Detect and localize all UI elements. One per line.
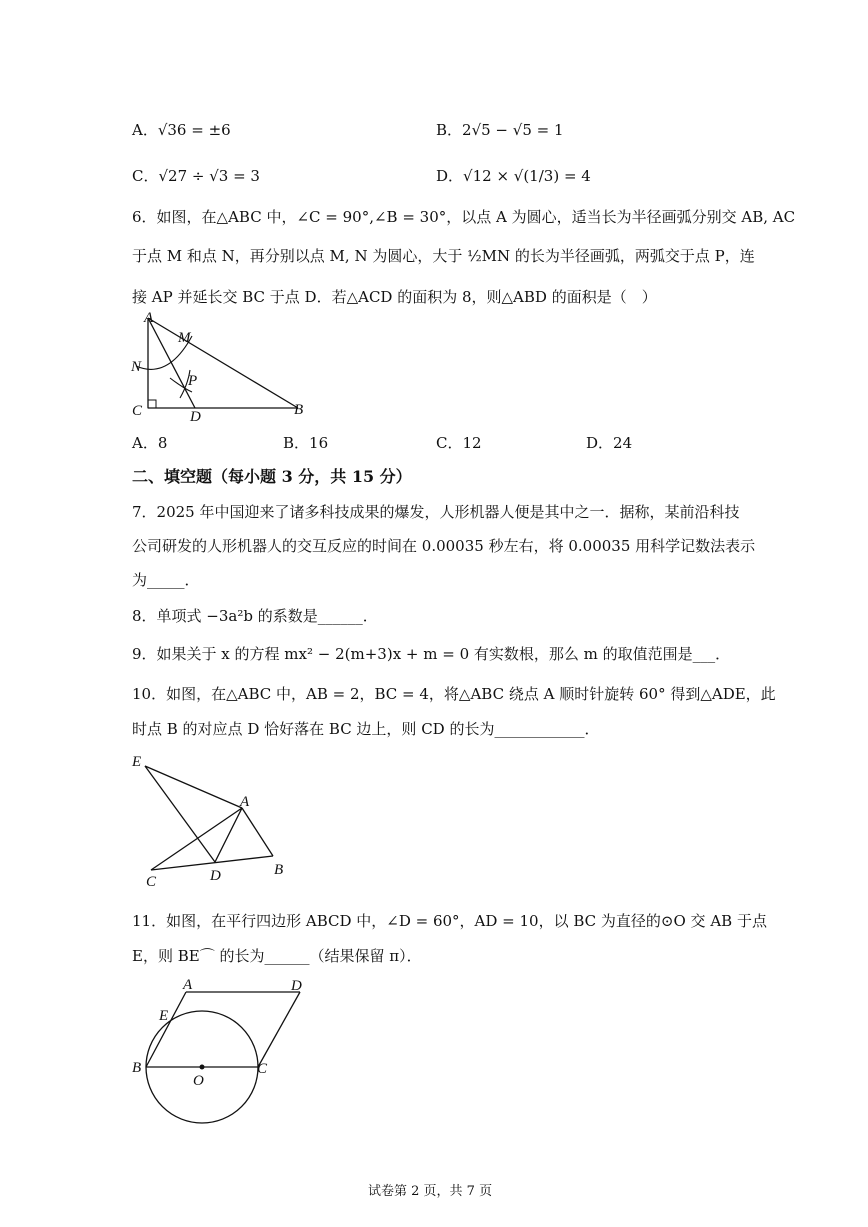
q6-option-d: D．24 — [586, 434, 633, 452]
q9-text: 9．如果关于 x 的方程 mx² − 2(m+3)x + m = 0 有实数根，那么 m 的取值范围是___． — [132, 645, 731, 663]
q6-label-c: C — [132, 403, 143, 419]
q11-parallelogram-figure — [128, 972, 318, 1127]
q6-option-b: B．16 — [283, 434, 329, 452]
q5-option-c: C．√27 ÷ √3 = 3 — [132, 167, 260, 185]
q6-label-n: N — [131, 359, 142, 375]
q11-label-b: B — [132, 1060, 142, 1076]
q10-label-a: A — [240, 794, 250, 810]
q11-label-e: E — [159, 1008, 169, 1024]
q6-label-m: M — [178, 330, 191, 346]
q10-label-c: C — [146, 874, 157, 890]
q6-line-2: 于点 M 和点 N，再分别以点 M, N 为圆心，大于 ½MN 的长为半径画弧，两弧交于点 P，连 — [132, 247, 755, 265]
q11-label-o: O — [193, 1073, 204, 1089]
q10-line-2: 时点 B 的对应点 D 恰好落在 BC 边上，则 CD 的长为____________． — [132, 720, 600, 738]
q10-line-1: 10．如图，在△ABC 中，AB = 2，BC = 4，将△ABC 绕点 A 顺时针旋转 60° 得到△ADE，此 — [132, 685, 776, 703]
q11-label-d: D — [291, 978, 302, 994]
q10-label-e: E — [132, 754, 142, 770]
q6-label-p: P — [188, 373, 198, 389]
q11-label-a: A — [183, 977, 193, 993]
q6-label-a: A — [144, 310, 154, 326]
q11-line-1: 11．如图，在平行四边形 ABCD 中，∠D = 60°，AD = 10，以 BC 为直径的⊙O 交 AB 于点 — [132, 912, 767, 930]
q10-label-b: B — [274, 862, 284, 878]
q6-triangle-figure — [128, 308, 318, 428]
q11-label-c: C — [257, 1061, 268, 1077]
q7-line-2: 公司研发的人形机器人的交互反应的时间在 0.00035 秒左右，将 0.00035 用科学记数法表示 — [132, 537, 756, 555]
q6-option-c: C．12 — [436, 434, 482, 452]
q6-line-3: 接 AP 并延长交 BC 于点 D．若△ACD 的面积为 8，则△ABD 的面积是（ ） — [132, 288, 657, 306]
q8-text: 8．单项式 −3a²b 的系数是______． — [132, 607, 378, 625]
q7-line-3: 为_____． — [132, 571, 200, 589]
q5-option-d: D．√12 × √(1/3) = 4 — [436, 167, 591, 185]
q11-line-2: E，则 BE⌒ 的长为______（结果保留 π）． — [132, 947, 422, 965]
section-2-title: 二、填空题（每小题 3 分，共 15 分） — [132, 467, 412, 486]
q6-label-d: D — [190, 409, 201, 425]
q5-option-a: A．√36 = ±6 — [132, 121, 231, 139]
q10-label-d: D — [210, 868, 221, 884]
q10-rotation-figure — [128, 750, 298, 890]
q6-label-b: B — [294, 402, 304, 418]
q6-line-1: 6．如图，在△ABC 中，∠C = 90°,∠B = 30°，以点 A 为圆心，适当长为半径画弧分别交 AB, AC — [132, 208, 796, 226]
q6-option-a: A．8 — [132, 434, 168, 452]
page-footer: 试卷第 2 页，共 7 页 — [368, 1184, 493, 1199]
q5-option-b: B．2√5 − √5 = 1 — [436, 121, 564, 139]
q7-line-1: 7．2025 年中国迎来了诸多科技成果的爆发，人形机器人便是其中之一．据称，某前沿科技 — [132, 503, 740, 521]
